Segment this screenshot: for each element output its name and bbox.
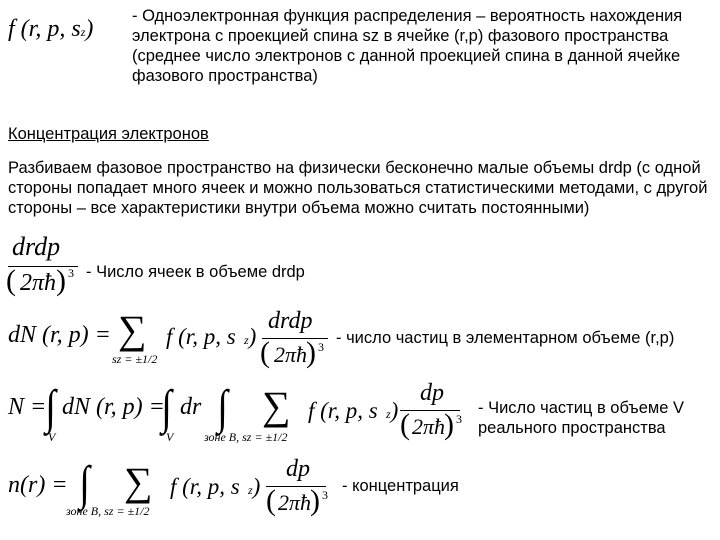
N-fraction-close-paren: ) (444, 408, 454, 441)
f-term-2: f (r, p, s (308, 398, 378, 423)
distribution-function-description: - Одноэлектронная функция распределения – вероятность нахождения электрона с проекцией спина sz в ячейке (r,p) фазового пространства (среднее число электронов с данной проекцией спина в данной ячейке фазового пространства) (132, 7, 683, 85)
N-fraction-exponent: 3 (456, 412, 462, 426)
f-term-3: f (r, p, s (170, 474, 240, 499)
N-fraction-open-paren: ( (400, 408, 410, 441)
dN-lhs: dN (r, p) = (8, 322, 111, 348)
dN-fraction-denominator: 2πħ (274, 342, 308, 367)
cell-fraction-exponent: 3 (68, 266, 74, 280)
dr-term: dr (180, 394, 202, 420)
dN-fraction-open-paren: ( (260, 336, 270, 369)
N-lhs: N = (8, 394, 47, 420)
f-term-3-close: z) (248, 474, 261, 499)
cell-fraction-numerator: drdp (12, 232, 61, 261)
f-term-2-close: z) (386, 398, 399, 423)
zone-limit-1: зоне B, sz = ±1/2 (204, 430, 288, 444)
dN-fraction-bar (262, 338, 328, 339)
cell-fraction-denominator: 2πħ (20, 270, 57, 296)
dN-term: dN (r, p) = (62, 394, 165, 420)
sum-symbol-3: ∑ (124, 459, 153, 504)
integral-symbol-1: ∫ (45, 381, 56, 434)
particles-elem-annotation: - число частиц в элементарном объеме (r,p) (336, 329, 675, 347)
f-term-1: f (r, p, s (166, 324, 236, 349)
n-fraction-numerator: dp (286, 456, 310, 482)
n-fraction-exponent: 3 (322, 488, 328, 502)
concentration-annotation: - концентрация (342, 477, 459, 495)
integral-symbol-4: ∫ (79, 457, 90, 510)
cell-fraction-open-paren: ( (6, 264, 16, 297)
integral-symbol-3: ∫ (217, 381, 228, 434)
integral-symbol-2: ∫ (161, 381, 172, 434)
N-fraction-denominator: 2πħ (412, 414, 446, 439)
dN-fraction-numerator: drdp (268, 308, 313, 334)
n-fraction-close-paren: ) (310, 484, 320, 517)
dN-fraction-exponent: 3 (318, 340, 324, 354)
cell-fraction-close-paren: ) (56, 264, 66, 297)
f-definition-formula: f (r, p, sz) (8, 16, 94, 42)
n-lhs: n(r) = (8, 472, 68, 498)
dN-fraction-close-paren: ) (306, 336, 316, 369)
cells-annotation: - Число ячеек в объеме drdp (86, 263, 305, 281)
sum-limit-1: sz = ±1/2 (112, 352, 158, 366)
zone-limit-2: зоне B, sz = ±1/2 (66, 504, 150, 518)
section-heading: Концентрация электронов (8, 125, 209, 143)
integral-limit-V-2: V (166, 430, 174, 444)
N-fraction-numerator: dp (420, 380, 444, 406)
n-fraction-denominator: 2πħ (278, 490, 312, 515)
sum-symbol-2: ∑ (262, 383, 291, 428)
particles-V-annotation: - Число частиц в объеме V реального пространства (478, 399, 684, 437)
sum-symbol-1: ∑ (118, 307, 147, 352)
n-fraction-open-paren: ( (266, 484, 276, 517)
integral-limit-V-1: V (48, 430, 56, 444)
f-term-1-close: z) (244, 324, 257, 349)
phase-space-paragraph: Разбиваем фазовое пространство на физически бесконечно малые объемы drdp (с одной стороны попадает много ячеек и можно пользоваться статистическими методами, с другой стороны – все характеристики внутри объема можно считать постоянными) (8, 159, 708, 217)
